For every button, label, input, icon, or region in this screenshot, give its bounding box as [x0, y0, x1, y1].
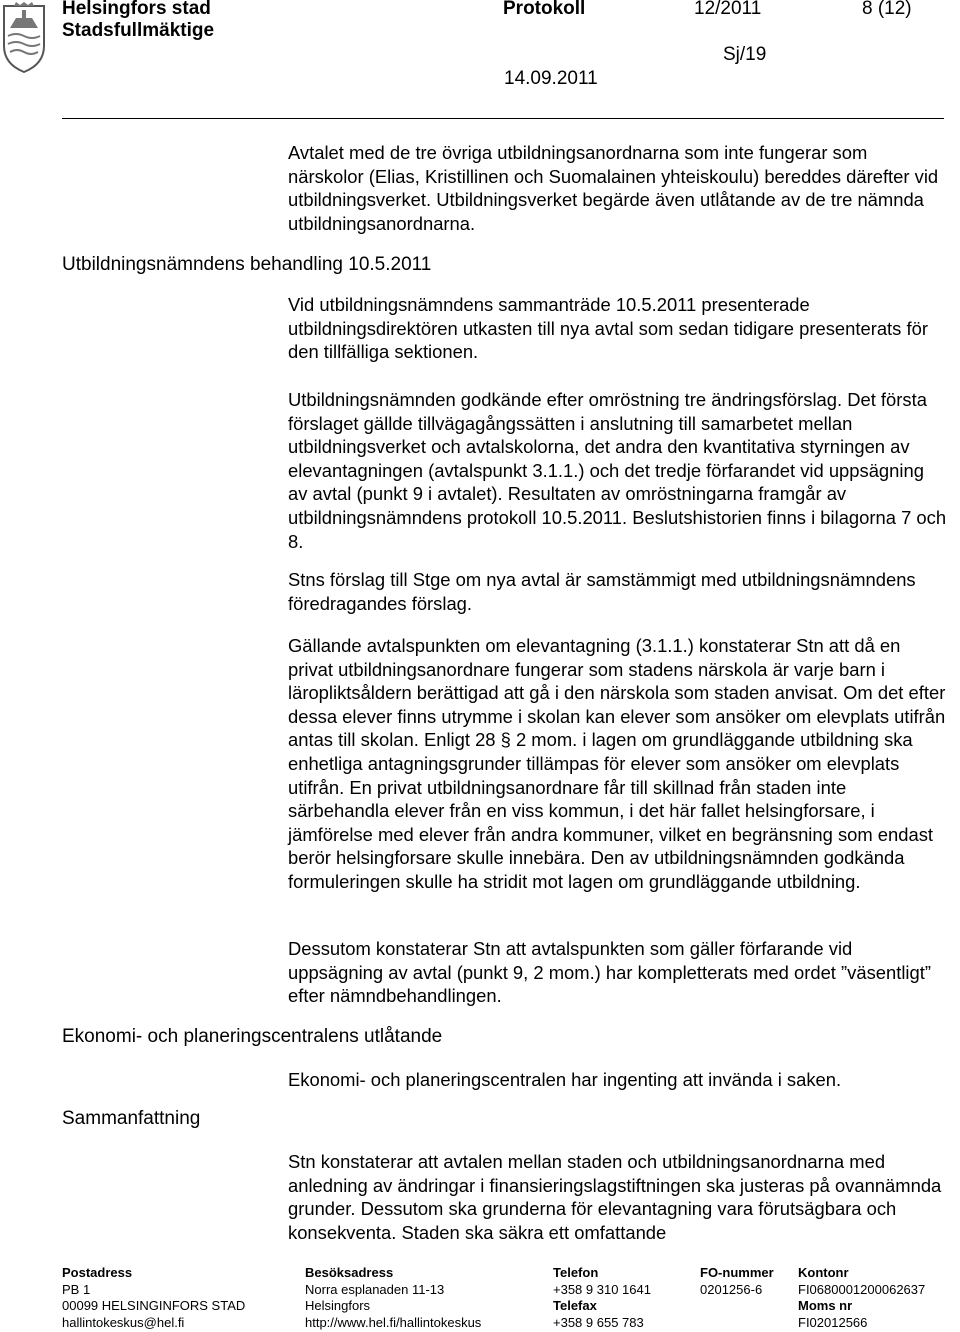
paragraph-1: Avtalet med de tre övriga utbildningsanordnarna som inte fungerar som närskolor (Elias, Kristillinen och Suomalainen yhteiskoulu) bereddes därefter vid utbildningsverket. Utbildningsverket begärde även utlåtande av de tre nämnda utbildningsanordnarna. — [288, 142, 939, 234]
item-number: Sj/19 — [723, 44, 767, 65]
paragraph-2: Vid utbildningsnämndens sammanträde 10.5.2011 presenterade utbildningsdirektören utkasten till nya avtal som sedan tidigare presenterats för den tillfälliga sektionen. — [288, 294, 928, 363]
protocol-number: 12/2011 — [694, 0, 762, 19]
paragraph-4: Stns förslag till Stge om nya avtal är samstämmigt med utbildningsnämndens föredragandes förslag. — [288, 569, 916, 614]
meeting-date: 14.09.2011 — [504, 68, 598, 89]
footer-phone: Telefon +358 9 310 1641 Telefax +358 9 655 783 — [553, 1265, 651, 1330]
section-heading-planning-statement: Ekonomi- och planeringscentralens utlåtande — [62, 1026, 443, 1047]
footer-website-link[interactable]: http://www.hel.fi/hallintokeskus — [305, 1314, 482, 1330]
page-number: 8 (12) — [862, 0, 912, 19]
section-heading-summary: Sammanfattning — [62, 1108, 201, 1129]
paragraph-8: Stn konstaterar att avtalen mellan staden och utbildningsanordnarna med anledning av ändringar i finansieringslagstiftningen ska justeras på ovannämnda grunder. Dessutom ska grunderna för elevantagning vara förutsägbara och konsekventa. Staden ska säkra ett omfattande — [288, 1151, 942, 1243]
section-heading-education-board: Utbildningsnämndens behandling 10.5.2011 — [62, 254, 432, 275]
footer-visiting-address: Besöksadress Norra esplanaden 11-13 Helsingfors http://www.hel.fi/hallintokeskus — [305, 1265, 482, 1330]
footer-postal-address: Postadress PB 1 00099 HELSINGINFORS STAD hallintokeskus@hel.fi — [62, 1265, 246, 1330]
org-name: Helsingfors stad — [62, 0, 211, 19]
body-name: Stadsfullmäktige — [62, 20, 215, 41]
paragraph-5: Gällande avtalspunkten om elevantagning (3.1.1.) konstaterar Stn att då en privat utbildningsanordnare fungerar som stadens närskola är varje barn i läropliktsåldern berättigad att gå i den närskola som staden anvisat. Om det efter dessa elever finns utrymme i skolan kan elever som ansöker om elevplats utifrån antas till skolan. Enligt 28 § 2 mom. i lagen om grundläggande utbildning ska enhetliga antagningsgrunder tillämpas för elever som ansöker om elevplats utifrån. En privat utbildningsanordnare får till skillnad från staden inte särbehandla elever från en viss kommun, i det här fallet helsingforsare, i jämförelse med elever från andra kommuner, vilket en begränsning som endast berör helsingforsare skulle innebära. Den av utbildningsnämnden godkända formuleringen skulle ha stridit mot lagen om grundläggande utbildning. — [288, 635, 946, 892]
paragraph-6: Dessutom konstaterar Stn att avtalspunkten som gäller förfarande vid uppsägning av avtal (punkt 9, 2 mom.) har kompletterats med ordet ”väsentligt” efter nämndbehandlingen. — [288, 938, 931, 1007]
paragraph-7: Ekonomi- och planeringscentralen har ingenting att invända i saken. — [288, 1069, 842, 1090]
footer-account: Kontonr FI0680001200062637 Moms nr FI02012566 — [798, 1265, 926, 1330]
header-rule — [62, 118, 944, 119]
footer-email-link[interactable]: hallintokeskus@hel.fi — [62, 1314, 185, 1330]
helsinki-crest-logo — [2, 2, 46, 74]
doc-type: Protokoll — [503, 0, 586, 19]
footer-business-id: FO-nummer 0201256-6 — [700, 1265, 774, 1297]
paragraph-3: Utbildningsnämnden godkände efter omröstning tre ändringsförslag. Det första förslaget gällde tillvägagångssätten i anslutning till samarbetet mellan utbildningsverket och avtalskolorna, det andra den kvantitativa styrningen av elevantagningen (avtalspunkt 3.1.1.) och det tredje förfarandet vid uppsägning av avtal (punkt 9 i avtalet). Resultaten av omröstningarna framgår av utbildningsnämndens protokoll 10.5.2011. Beslutshistorien finns i bilagorna 7 och 8. — [288, 389, 947, 552]
